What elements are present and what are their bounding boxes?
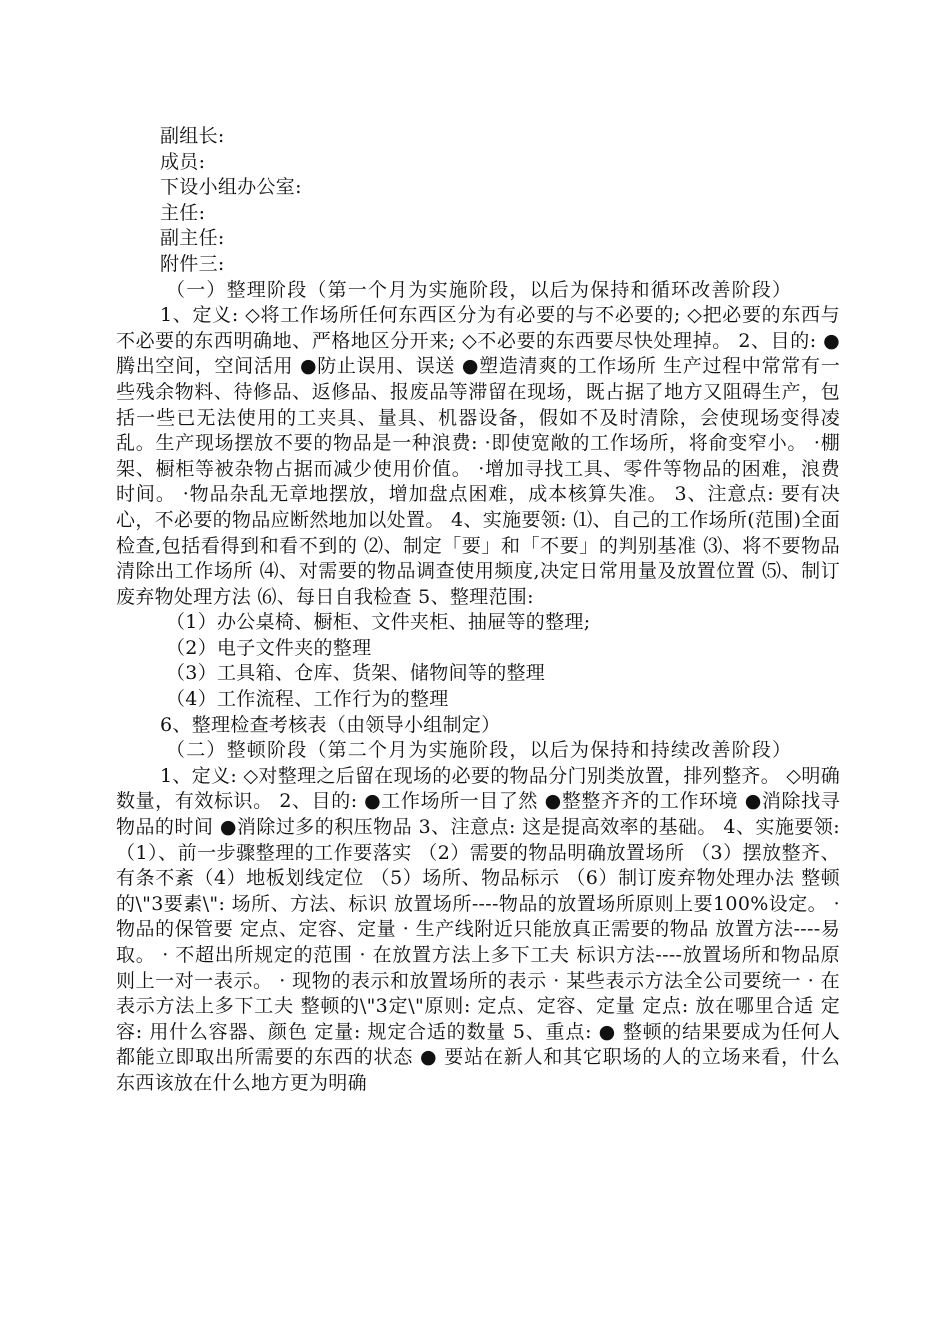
section1-heading: （一）整理阶段（第一个月为实施阶段，以后为保持和循环改善阶段） (166, 278, 793, 301)
section1-body: 1、定义: ◇将工作场所任何东西区分为有必要的与不必要的; ◇把必要的东西与不必要的东西明确地、严格地区分开来; ◇不必要的东西要尽快处理掉。 2、目的: ●腾出空间，空间活用 ●防止误用、误送 ●塑造清爽的工作场所 生产过程中常常有一些残余物料、待修品、返修品、报废品等滞留在现场，既占据了地方又阻碍生产，包括一些已无法使用的工夹具、量具、机器设备，假如不及时清除，会使现场变得凌乱。生产现场摆放不要的物品是一种浪费: ·即使宽敞的工作场所，将俞变窄小。 ·棚架、橱柜等被杂物占据而减少使用价值。 ·增加寻找工具、零件等物品的困难，浪费时间。 ·物品杂乱无章地摆放，增加盘点困难，成本核算失准。 3、注意点: 要有决心，不必要的物品应断然地加以处置。 4、实施要领: ⑴、自己的工作场所(范围)全面检查,包括看得到和看不到的 ⑵、制定「要」和「不要」的判别基准 ⑶、将不要物品清除出工作场所 ⑷、对需要的物品调查使用频度,决定日常用量及放置位置 ⑸、制订废弃物处理方法 ⑹、每日自我检查 5、整理范围: (116, 304, 840, 608)
vice-leader-line: 副组长: (160, 125, 225, 147)
section1-checklist: 6、整理检查考核表（由领导小组制定） (160, 713, 501, 736)
office-line: 下设小组办公室: (160, 176, 302, 199)
vice-director-line: 副主任: (160, 227, 225, 250)
attachment-line: 附件三: (160, 252, 225, 275)
section2-body: 1、定义: ◇对整理之后留在现场的必要的物品分门别类放置，排列整齐。 ◇明确数量，有效标识。 2、目的: ●工作场所一目了然 ●整整齐齐的工作环境 ●消除找寻物品的时间 ●消除过多的积压物品 3、注意点: 这是提高效率的基础。 4、实施要领: （1）、前一步骤整理的工作要落实 （2）需要的物品明确放置场所 （3）摆放整齐、有条不紊（4）地板划线定位 （5）场所、物品标示 （6）制订废弃物处理办法 整顿的\"3要素\": 场所、方法、标识 放置场所----物品的放置场所原则上要100%设定。 · 物品的保管要 定点、定容、定量 · 生产线附近只能放真正需要的物品 放置方法----易取。 · 不超出所规定的范围 · 在放置方法上多下工夫 标识方法----放置场所和物品原则上一对一表示。 · 现物的表示和放置场所的表示 · 某些表示方法全公司要统一 · 在表示方法上多下工夫 整顿的\"3定\"原则: 定点、定容、定量 定点: 放在哪里合适 定容: 用什么容器、颜色 定量: 规定合适的数量 5、重点: ● 整顿的结果要成为任何人都能立即取出所需要的东西的状态 ● 要站在新人和其它职场的人的立场来看，什么东西该放在什么地方更为明确 (116, 764, 840, 1094)
members-line: 成员: (160, 150, 206, 173)
section1-item-2: （2）电子文件夹的整理 (166, 636, 372, 659)
section1-item-4: （4）工作流程、工作行为的整理 (166, 688, 449, 711)
section1-item-1: （1）办公桌椅、橱柜、文件夹柜、抽屉等的整理; (166, 611, 591, 634)
section2-heading: （二）整顿阶段（第二个月为实施阶段，以后为保持和持续改善阶段） (166, 739, 793, 762)
director-line: 主任: (160, 201, 206, 224)
document-body (116, 124, 840, 1097)
section1-item-3: （3）工具箱、仓库、货架、储物间等的整理 (166, 662, 546, 685)
